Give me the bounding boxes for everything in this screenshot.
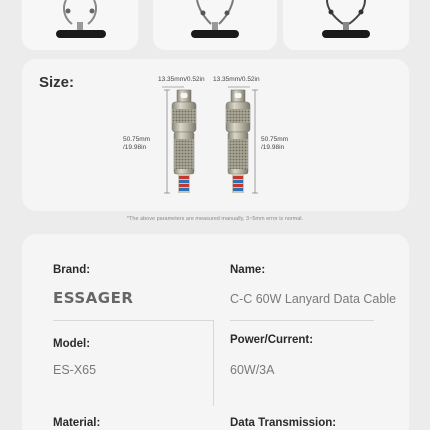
- divider: [213, 320, 214, 406]
- length-dimension-right: [261, 136, 288, 152]
- brand-label: Brand:: [53, 264, 91, 276]
- thumbnail-card[interactable]: [153, 0, 277, 50]
- model-label: Model:: [53, 338, 91, 350]
- power-label: Power/Current:: [230, 334, 314, 346]
- size-title: Size:: [39, 74, 75, 91]
- length-left-in: /19.98in: [123, 144, 147, 151]
- thumbnail-card[interactable]: [283, 0, 409, 50]
- model-value: ES-X65: [53, 363, 97, 377]
- spec-card: [22, 234, 409, 430]
- name-value: C-C 60W Lanyard Data Cable: [230, 292, 397, 306]
- length-left-mm: 50.75mm: [123, 136, 151, 143]
- divider: [53, 320, 213, 321]
- product-thumbnails: [0, 0, 430, 50]
- name-label: Name:: [230, 264, 266, 276]
- brand-logo-text: ESSAGER: [53, 289, 134, 307]
- material-label: Material:: [53, 417, 101, 429]
- lanyard-pad-image: [22, 0, 138, 50]
- length-dimension-left: [123, 136, 150, 152]
- usb-c-connector-left: [172, 90, 196, 193]
- power-value: 60W/3A: [230, 363, 275, 377]
- data-transmission-label: Data Transmission:: [230, 417, 337, 429]
- thumbnail-card[interactable]: [22, 0, 138, 50]
- lanyard-pad-image: [153, 0, 277, 50]
- width-dimension-left: 13.35mm/0.52in: [158, 76, 205, 83]
- length-right-mm: 50.75mm: [261, 136, 289, 143]
- measurement-note: *The above parameters are measured manually, 3~5mm error is normal.: [126, 216, 304, 222]
- width-dimension-right: 13.35mm/0.52in: [213, 76, 260, 83]
- size-card: [22, 59, 409, 211]
- usb-c-connector-right: [226, 90, 250, 193]
- lanyard-pad-image: [283, 0, 409, 50]
- divider: [230, 320, 374, 321]
- length-right-in: /19.98in: [261, 144, 285, 151]
